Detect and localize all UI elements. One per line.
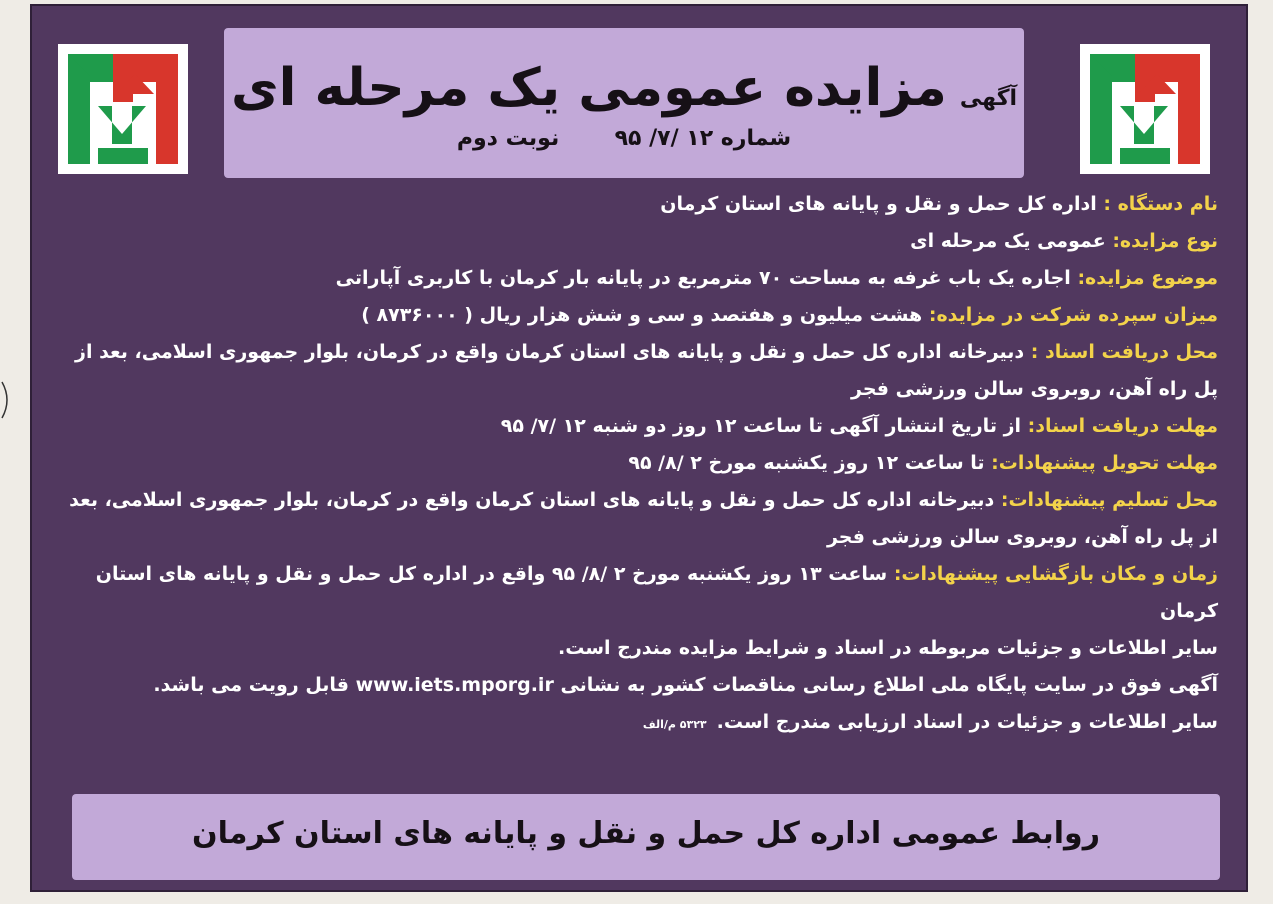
notice-round: نوبت دوم <box>456 126 560 151</box>
page-title <box>224 58 1024 118</box>
row-document-location: محل دریافت اسناد : دبیرخانه اداره کل حمل و نقل و پایانه های استان کرمان واقع در کرمان، بلوار جمهوری اسلامی، بعد از پل راه آهن، روبروی سالن ورزشی فجر <box>75 341 1218 400</box>
note-3: سایر اطلاعات و جزئیات در اسناد ارزیابی مندرج است.۵۳۲۳ م/الف <box>642 711 1218 733</box>
row-subject: موضوع مزایده: اجاره یک باب غرفه به مساحت ۷۰ مترمربع در پایانه بار کرمان با کاربری آپاراتی <box>335 267 1218 289</box>
transport-terminals-logo-icon <box>58 44 188 174</box>
transport-terminals-logo-icon <box>1080 44 1210 174</box>
row-proposal-location: محل تسلیم پیشنهادات: دبیرخانه اداره کل حمل و نقل و پایانه های استان کرمان واقع در کرمان، بلوار جمهوری اسلامی، بعد از پل راه آهن، روبروی سالن ورزشی فجر <box>69 489 1218 548</box>
ad-code: ۵۳۲۳ م/الف <box>642 718 707 731</box>
row-agency: نام دستگاه : اداره کل حمل و نقل و پایانه های استان کرمان <box>660 193 1218 215</box>
row-document-deadline: مهلت دریافت اسناد: از تاریخ انتشار آگهی تا ساعت ۱۲ روز دو شنبه ۱۲ /۷/ ۹۵ <box>500 415 1218 437</box>
row-opening-time: زمان و مکان بازگشایی پیشنهادات: ساعت ۱۳ روز یکشنبه مورخ ۲ /۸/ ۹۵ واقع در اداره کل حمل و نقل و پایانه های استان کرمان <box>95 563 1218 622</box>
note-2: آگهی فوق در سایت پایگاه ملی اطلاع رسانی مناقصات کشور به نشانی www.iets.mporg.ir قابل رویت می باشد. <box>153 674 1218 696</box>
header-band <box>224 28 1024 178</box>
title-main: مزایده عمومی یک مرحله ای <box>230 58 947 118</box>
row-auction-type: نوع مزایده: عمومی یک مرحله ای <box>910 230 1218 252</box>
row-deposit: میزان سپرده شرکت در مزایده: هشت میلیون و هفتصد و سی و شش هزار ریال ( ۸۷۳۶۰۰۰ ) <box>361 304 1218 326</box>
row-proposal-deadline: مهلت تحویل پیشنهادات: تا ساعت ۱۲ روز یکشنبه مورخ ۲ /۸/ ۹۵ <box>628 452 1218 474</box>
footer-text: روابط عمومی اداره کل حمل و نقل و پایانه های استان کرمان <box>192 816 1100 851</box>
title-prefix: آگهی <box>959 86 1018 111</box>
notice-body <box>62 186 1218 743</box>
edge-mark <box>0 380 14 420</box>
subtitle <box>224 126 1024 151</box>
notice-number: شماره ۱۲ /۷/ ۹۵ <box>614 126 792 151</box>
footer-band <box>72 794 1220 880</box>
note-1: سایر اطلاعات و جزئیات مربوطه در اسناد و شرایط مزایده مندرج است. <box>558 637 1218 659</box>
